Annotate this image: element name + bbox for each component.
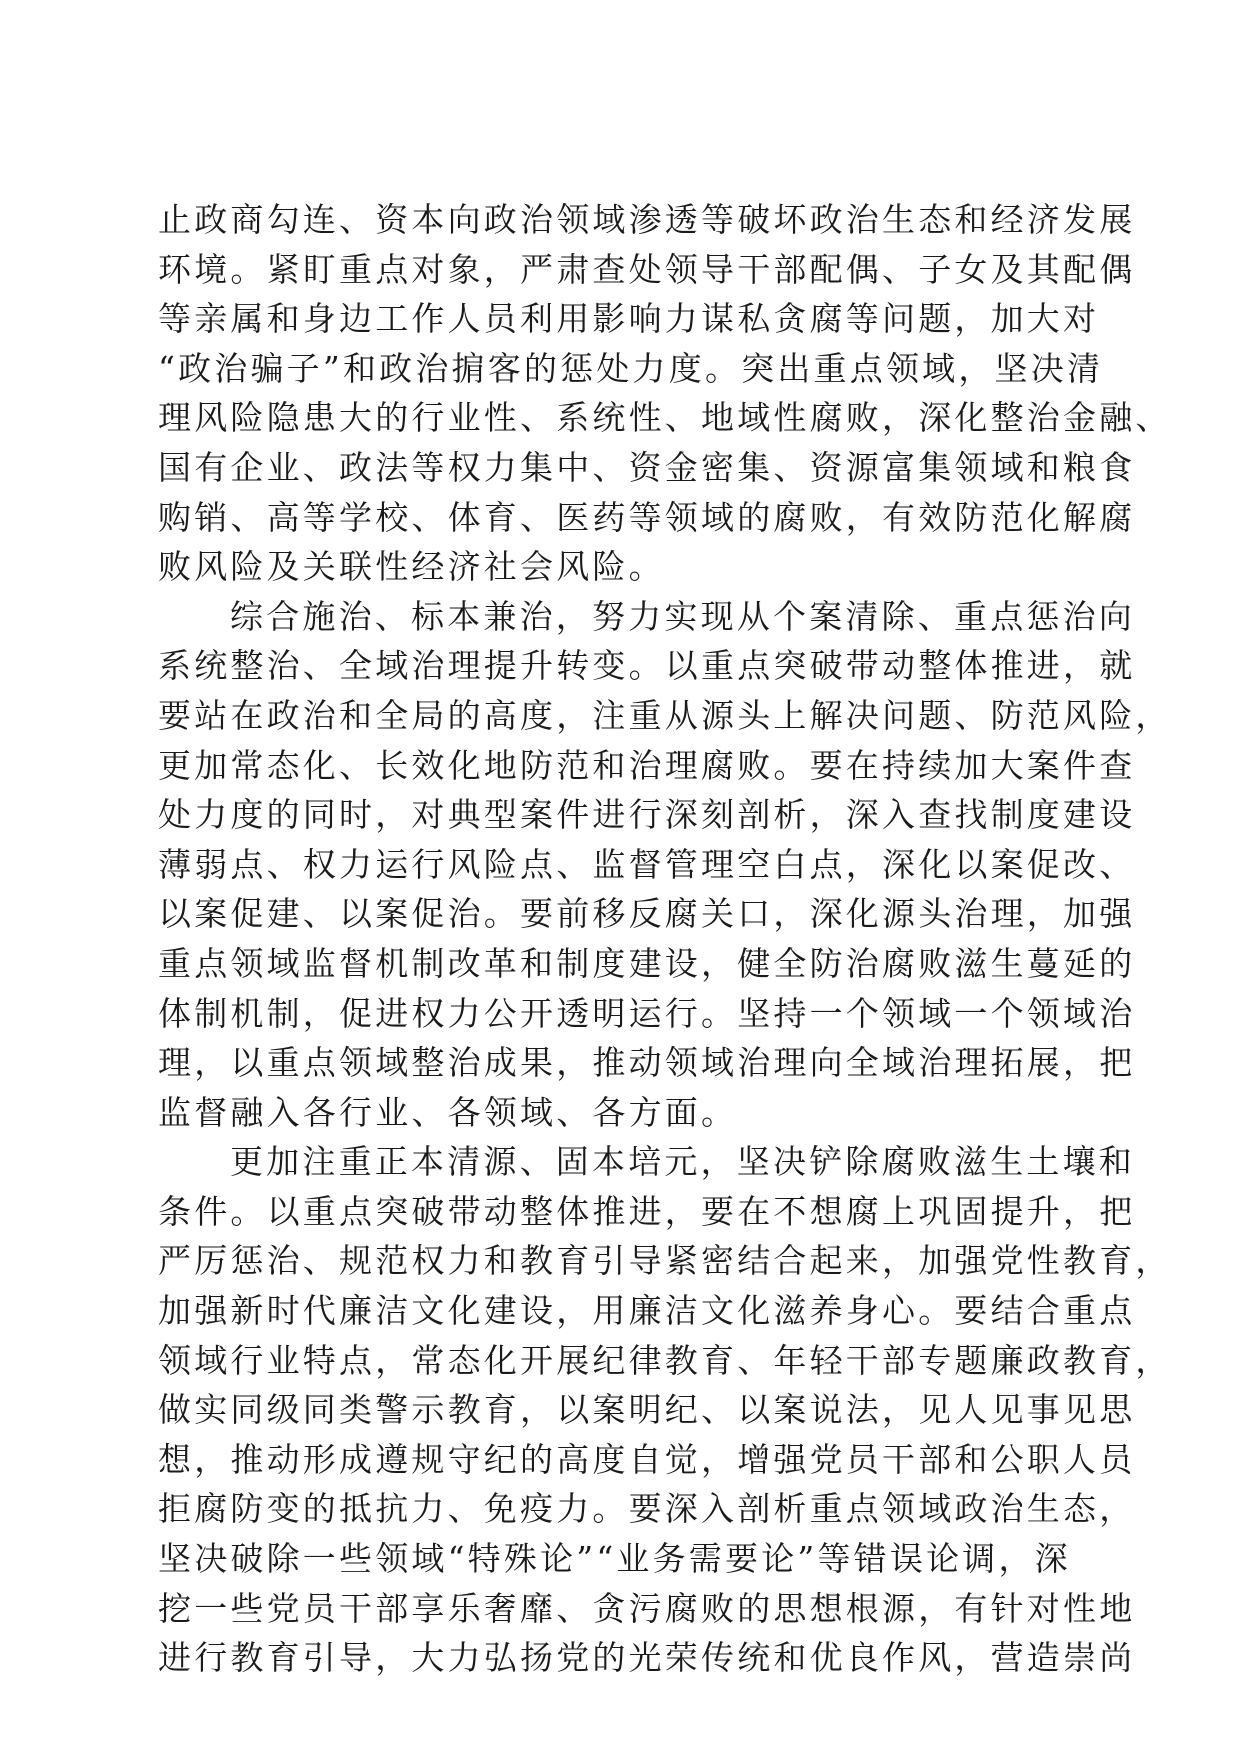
paragraph <box>158 1137 1172 1683</box>
text-line: 体制机制，促进权力公开透明运行。坚持一个领域一个领域治 <box>158 993 1136 1033</box>
text-line: 更加注重正本清源、固本培元，坚决铲除腐败滋生土壤和 <box>230 1142 1135 1182</box>
text-line: 购销、高等学校、体育、医药等领域的腐败，有效防范化解腐 <box>158 497 1136 537</box>
text-line: 条件。以重点突破带动整体推进，要在不想腐上巩固提升，把 <box>158 1191 1136 1231</box>
text-line: 理，以重点领域整治成果，推动领域治理向全域治理拓展，把 <box>158 1043 1136 1083</box>
paragraph <box>158 195 1172 592</box>
text-line: 系统整治、全域治理提升转变。以重点突破带动整体推进，就 <box>158 646 1136 686</box>
text-line: 想，推动形成遵规守纪的高度自觉，增强党员干部和公职人员 <box>158 1439 1136 1479</box>
text-line: 重点领域监督机制改革和制度建设，健全防治腐败滋生蔓延的 <box>158 943 1136 983</box>
text-line: “政治骗子”和政治掮客的惩处力度。突出重点领域，坚决清 <box>158 348 1104 388</box>
text-line: 做实同级同类警示教育，以案明纪、以案说法，见人见事见思 <box>158 1390 1136 1430</box>
text-line: 坚决破除一些领域“特殊论”“业务需要论”等错误论调，深 <box>158 1539 1071 1579</box>
text-line: 拒腐防变的抵抗力、免疫力。要深入剖析重点领域政治生态， <box>158 1489 1136 1529</box>
text-line: 领域行业特点，常态化开展纪律教育、年轻干部专题廉政教育， <box>158 1340 1172 1380</box>
text-line: 败风险及关联性经济社会风险。 <box>158 547 665 587</box>
text-line: 挖一些党员干部享乐奢靡、贪污腐败的思想根源，有针对性地 <box>158 1588 1136 1628</box>
text-line: 理风险隐患大的行业性、系统性、地域性腐败，深化整治金融、 <box>158 398 1172 438</box>
text-line: 以案促建、以案促治。要前移反腐关口，深化源头治理，加强 <box>158 894 1136 934</box>
text-line: 加强新时代廉洁文化建设，用廉洁文化滋养身心。要结合重点 <box>158 1291 1136 1331</box>
text-line: 等亲属和身边工作人员利用影响力谋私贪腐等问题，加大对 <box>158 299 1100 339</box>
body-text <box>158 195 1172 1683</box>
text-line: 严厉惩治、规范权力和教育引导紧密结合起来，加强党性教育， <box>158 1241 1172 1281</box>
text-line: 要站在政治和全局的高度，注重从源头上解决问题、防范风险， <box>158 695 1172 735</box>
paragraph <box>158 592 1172 1138</box>
text-line: 止政商勾连、资本向政治领域渗透等破坏政治生态和经济发展 <box>158 200 1136 239</box>
text-line: 处力度的同时，对典型案件进行深刻剖析，深入查找制度建设 <box>158 795 1136 835</box>
text-line: 监督融入各行业、各领域、各方面。 <box>158 1092 738 1132</box>
text-line: 进行教育引导，大力弘扬党的光荣传统和优良作风，营造崇尚 <box>158 1638 1136 1678</box>
text-line: 更加常态化、长效化地防范和治理腐败。要在持续加大案件查 <box>158 745 1136 785</box>
text-line: 环境。紧盯重点对象，严肃查处领导干部配偶、子女及其配偶 <box>158 249 1136 289</box>
text-line: 薄弱点、权力运行风险点、监督管理空白点，深化以案促改、 <box>158 844 1136 884</box>
text-line: 国有企业、政法等权力集中、资金密集、资源富集领域和粮食 <box>158 447 1136 487</box>
text-line: 综合施治、标本兼治，努力实现从个案清除、重点惩治向 <box>230 596 1135 636</box>
